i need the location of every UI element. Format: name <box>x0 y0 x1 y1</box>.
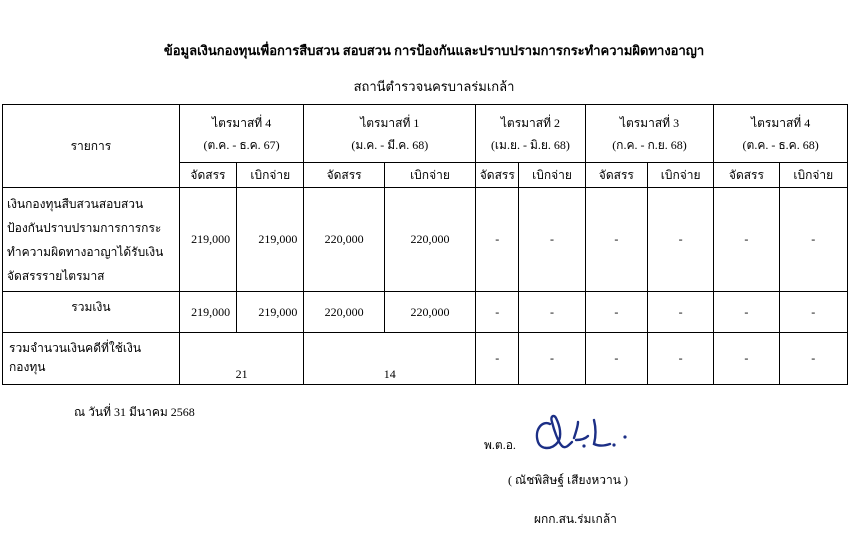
table-cell: - <box>779 292 847 333</box>
table-row-cases <box>3 333 848 385</box>
signer-rank: พ.ต.อ. <box>484 438 516 452</box>
allocated-header: จัดสรร <box>714 163 779 188</box>
table-cell: 219,000 <box>237 188 304 292</box>
quarter-header: ไตรมาสที่ 4 (ต.ค. - ธ.ค. 67) <box>179 105 304 163</box>
disbursed-header: เบิกจ่าย <box>779 163 847 188</box>
table-cell: - <box>476 333 519 385</box>
table-row-total <box>3 292 848 333</box>
item-column-header: รายการ <box>3 105 180 188</box>
quarter-header: ไตรมาสที่ 2 (เม.ย. - มิ.ย. 68) <box>476 105 586 163</box>
table-cell: - <box>476 188 519 292</box>
table-cell: 219,000 <box>179 292 236 333</box>
table-cell: 220,000 <box>384 292 475 333</box>
document-title: ข้อมูลเงินกองทุนเพื่อการสืบสวน สอบสวน การป้องกันและปราบปรามการกระทำความผิดทางอาญา <box>163 43 705 58</box>
allocated-header: จัดสรร <box>585 163 647 188</box>
disbursed-header: เบิกจ่าย <box>384 163 475 188</box>
table-cell: 219,000 <box>179 188 236 292</box>
table-cell: - <box>647 188 713 292</box>
quarter-header: ไตรมาสที่ 4 (ต.ค. - ธ.ค. 68) <box>714 105 848 163</box>
case-count-cell: 14 <box>304 333 476 385</box>
table-cell: - <box>647 292 713 333</box>
report-date: ณ วันที่ 31 มีนาคม 2568 <box>74 405 195 419</box>
fund-table <box>2 104 848 385</box>
quarter-header: ไตรมาสที่ 3 (ก.ค. - ก.ย. 68) <box>585 105 714 163</box>
document-subtitle: สถานีตำรวจนครบาลร่มเกล้า <box>353 79 515 94</box>
table-cell: - <box>779 333 847 385</box>
signer-position: ผกก.สน.ร่มเกล้า <box>534 512 617 526</box>
table-cell: - <box>714 333 779 385</box>
table-cell: - <box>519 333 585 385</box>
table-cell: - <box>585 292 647 333</box>
disbursed-header: เบิกจ่าย <box>519 163 585 188</box>
table-row <box>3 188 848 292</box>
row-label: เงินกองทุนสืบสวนสอบสวนป้องกันปราบปรามการการกระทำความผิดทางอาญาได้รับเงินจัดสรรรายไตรมาส <box>3 188 180 292</box>
quarter-header: ไตรมาสที่ 1 (ม.ค. - มี.ค. 68) <box>304 105 476 163</box>
table-cell: - <box>779 188 847 292</box>
table-cell: 220,000 <box>384 188 475 292</box>
table-cell: - <box>714 292 779 333</box>
table-header-row <box>3 105 848 163</box>
table-cell: 220,000 <box>304 188 384 292</box>
table-cell: 219,000 <box>237 292 304 333</box>
table-cell: - <box>519 188 585 292</box>
signer-name: ( ณัชพิสิษฐ์ เสียงหวาน ) <box>508 473 628 487</box>
table-cell: - <box>476 292 519 333</box>
row-label: รวมจำนวนเงินคดีที่ใช้เงินกองทุน <box>3 333 180 385</box>
disbursed-header: เบิกจ่าย <box>237 163 304 188</box>
table-cell: - <box>714 188 779 292</box>
case-count-cell: 21 <box>179 333 304 385</box>
table-cell: - <box>585 333 647 385</box>
table-cell: - <box>647 333 713 385</box>
allocated-header: จัดสรร <box>476 163 519 188</box>
disbursed-header: เบิกจ่าย <box>647 163 713 188</box>
allocated-header: จัดสรร <box>304 163 384 188</box>
table-cell: - <box>519 292 585 333</box>
handwritten-signature <box>532 412 628 458</box>
allocated-header: จัดสรร <box>179 163 236 188</box>
table-cell: 220,000 <box>304 292 384 333</box>
row-label: รวมเงิน <box>3 292 180 333</box>
table-cell: - <box>585 188 647 292</box>
